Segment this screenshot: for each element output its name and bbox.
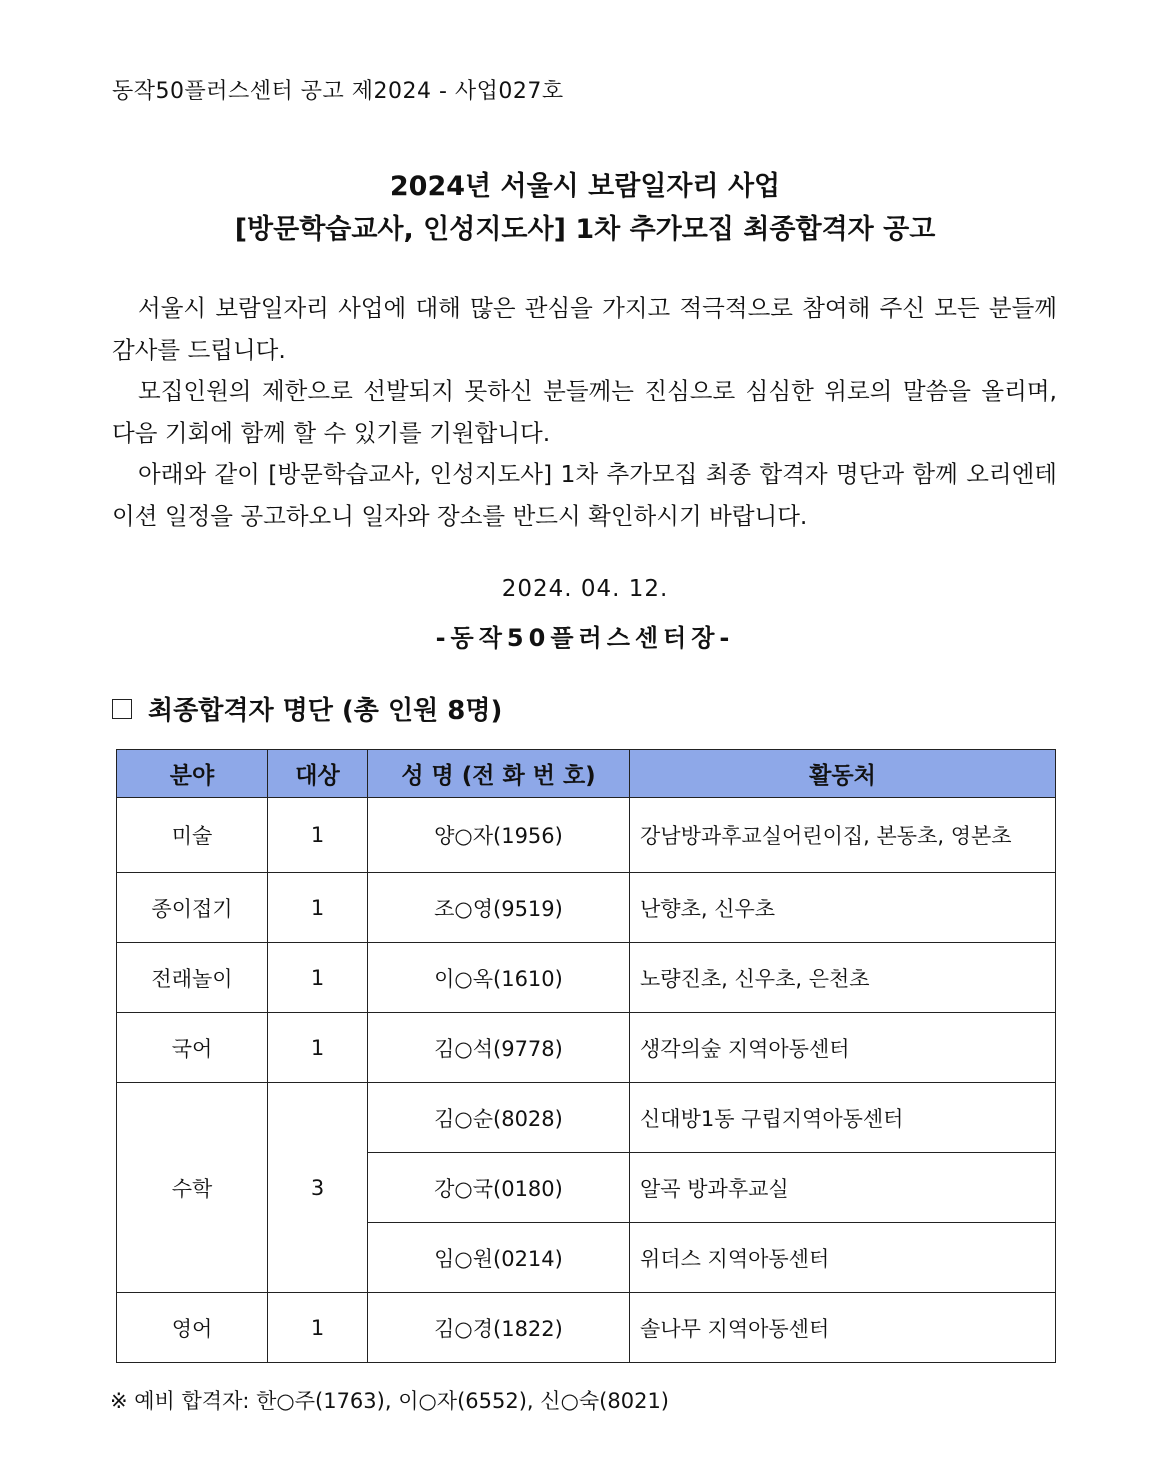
name-cell: 김○석(9778): [368, 1013, 630, 1083]
table-header-row: [117, 750, 1056, 798]
table-row: [117, 798, 1056, 873]
header-place: 활동처: [630, 750, 1056, 798]
place-cell: 난향초, 신우초: [630, 873, 1056, 943]
count-cell: 1: [268, 873, 368, 943]
table-row: [117, 1013, 1056, 1083]
field-cell: 영어: [117, 1293, 268, 1363]
name-cell: 김○경(1822): [368, 1293, 630, 1363]
reserve-candidates: ※ 예비 합격자: 한○주(1763), 이○자(6552), 신○숙(8021): [110, 1389, 670, 1413]
field-cell: 미술: [117, 798, 268, 873]
place-cell: 알곡 방과후교실: [630, 1153, 1056, 1223]
count-cell: 1: [268, 1293, 368, 1363]
paragraph-2: 모집인원의 제한으로 선발되지 못하신 분들께는 진심으로 심심한 위로의 말씀을 올리며, 다음 기회에 함께 할 수 있기를 기원합니다.: [112, 377, 1057, 447]
table-row: [117, 873, 1056, 943]
table-row: [117, 943, 1056, 1013]
result-table: [116, 749, 1056, 1363]
count-cell: 1: [268, 1013, 368, 1083]
place-cell: 노량진초, 신우초, 은천초: [630, 943, 1056, 1013]
section-title: [112, 690, 502, 727]
place-cell: 솔나무 지역아동센터: [630, 1293, 1056, 1363]
field-cell: 수학: [117, 1083, 268, 1293]
place-cell: 강남방과후교실어린이집, 본동초, 영본초: [630, 798, 1056, 873]
section-title-text: 최종합격자 명단 (총 인원 8명): [148, 696, 503, 726]
name-cell: 강○국(0180): [368, 1153, 630, 1223]
header-count: 대상: [268, 750, 368, 798]
announcement-date: 2024. 04. 12.: [501, 576, 669, 602]
field-cell: 종이접기: [117, 873, 268, 943]
name-cell: 김○순(8028): [368, 1083, 630, 1153]
title-line-1: 2024년 서울시 보람일자리 사업: [389, 171, 781, 202]
count-cell: 1: [268, 943, 368, 1013]
header-name: 성 명 (전 화 번 호): [368, 750, 630, 798]
place-cell: 생각의숲 지역아동센터: [630, 1013, 1056, 1083]
notice-number: 동작50플러스센터 공고 제2024 - 사업027호: [112, 79, 564, 104]
table-row: [117, 1293, 1056, 1363]
count-cell: 1: [268, 798, 368, 873]
table-row: [117, 1083, 1056, 1153]
paragraph-3: 아래와 같이 [방문학습교사, 인성지도사] 1차 추가모집 최종 합격자 명단과 함께 오리엔테이션 일정을 공고하오니 일자와 장소를 반드시 확인하시기 바랍니다.: [112, 460, 1057, 530]
paragraph-1: 서울시 보람일자리 사업에 대해 많은 관심을 가지고 적극적으로 참여해 주신 모든 분들께 감사를 드립니다.: [112, 294, 1057, 364]
name-cell: 이○옥(1610): [368, 943, 630, 1013]
checkbox-icon: [112, 699, 132, 719]
issuer: -동작50플러스센터장-: [435, 624, 735, 652]
header-field: 분야: [117, 750, 268, 798]
name-cell: 양○자(1956): [368, 798, 630, 873]
body-text: [112, 288, 1057, 537]
name-cell: 조○영(9519): [368, 873, 630, 943]
field-cell: 전래놀이: [117, 943, 268, 1013]
field-cell: 국어: [117, 1013, 268, 1083]
place-cell: 신대방1동 구립지역아동센터: [630, 1083, 1056, 1153]
title-line-2: [방문학습교사, 인성지도사] 1차 추가모집 최종합격자 공고: [234, 214, 936, 245]
name-cell: 임○원(0214): [368, 1223, 630, 1293]
count-cell: 3: [268, 1083, 368, 1293]
place-cell: 위더스 지역아동센터: [630, 1223, 1056, 1293]
